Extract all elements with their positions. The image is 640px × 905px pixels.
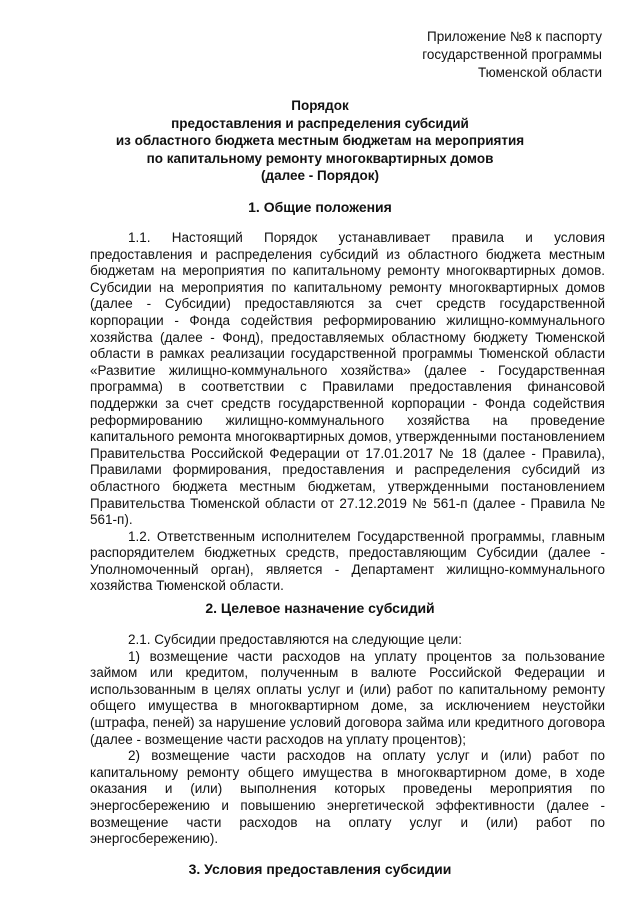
paragraph: 1) возмещение части расходов на уплату процентов за пользование займом или кредитом, полученным в валюте Российской Федерации и использованным в целях оплаты услуг и (или) работ по капитальному ремонту общего имущества в многоквартирном доме, за исключением неустойки (штрафа, пеней) за нарушение условий договора займа или кредитного договора (далее - возмещение части расходов на уплату процентов); <box>90 648 605 747</box>
section-body-purpose <box>90 632 605 848</box>
title-line: (далее - Порядок) <box>261 168 379 183</box>
annex-line: Приложение №8 к паспорту <box>426 29 602 44</box>
title-line: по капитальному ремонту многоквартирных домов <box>146 150 494 166</box>
paragraph: 1.2. Ответственным исполнителем Государственной программы, главным распорядителем бюджетных средств, предоставляющим Субсидии (далее - Уполномоченный орган), является - Департамент жилищно-коммунального хозяйства Тюменской области. <box>90 528 605 594</box>
section-heading-conditions: 3. Условия предоставления субсидии <box>188 861 452 877</box>
title-line: предоставления и распределения субсидий <box>171 115 469 131</box>
annex-note <box>402 28 602 82</box>
title-line: Порядок <box>291 98 349 113</box>
annex-line: Тюменской области <box>478 65 602 80</box>
section-heading-purpose: 2. Целевое назначение субсидий <box>205 600 435 616</box>
section-body-general <box>90 230 605 595</box>
paragraph: 2) возмещение части расходов на оплату услуг и (или) работ по капитальному ремонту общего имущества в многоквартирном доме, в ходе оказания и (или) выполнения которых проведены мероприятия по энергосбережению и повышению энергетической эффективности (далее - возмещение части расходов на оплату услуг и (или) работ по энергосбережению). <box>90 748 605 847</box>
annex-line: государственной программы <box>422 47 602 62</box>
paragraph: 2.1. Субсидии предоставляются на следующие цели: <box>128 632 462 647</box>
title-line: из областного бюджета местным бюджетам на мероприятия <box>115 133 525 148</box>
paragraph: 1.1. Настоящий Порядок устанавливает правила и условия предоставления и распределения субсидий из областного бюджета местным бюджетам на мероприятия по капитальному ремонту многоквартирных домов. Субсидии на мероприятия по капитальному ремонту многоквартирных домов (далее - Субсидии) предоставляются за счет средств государственной корпорации - Фонда содействия реформированию жилищно-коммунального хозяйства (далее - Фонд), предоставляемых областному бюджету Тюменской области в рамках реализации государственной программы Тюменской области «Развитие жилищно-коммунального хозяйства» (далее - Государственная программа) в соответствии с Правилами предоставления финансовой поддержки за счет средств государственной корпорации - Фонда содействия реформированию жилищно-коммунального хозяйства на проведение капитального ремонта многоквартирных домов, утвержденными постановлением Правительства Российской Федерации от 17.01.2017 № 18 (далее - Правила), Правилами формирования, предоставления и распределения субсидий из областного бюджета местным бюджетам, утвержденными постановлением Правительства Тюменской области от 27.12.2019 № 561-п (далее - Правила № 561-п). <box>90 230 605 528</box>
section-heading-general: 1. Общие положения <box>248 199 392 215</box>
document-title <box>80 97 560 185</box>
